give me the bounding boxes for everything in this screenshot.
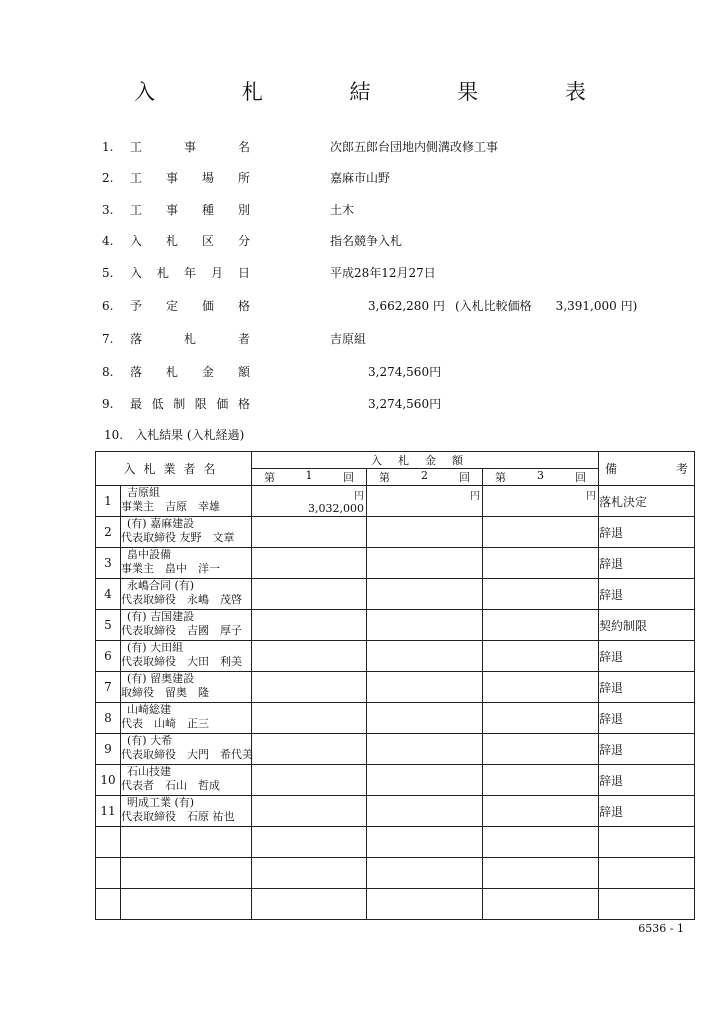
info-item-label [130,394,250,414]
info-label-char: 札 [165,365,178,379]
row-number: 11 [96,796,121,827]
bidder-representative: 取締役 留奥 隆 [121,686,209,699]
bid-amount-round-3 [483,765,599,796]
bid-amount-round-3 [483,548,599,579]
bidder-company: 畠中設備 [127,548,171,561]
bidder-representative: 代表者 石山 哲成 [121,779,220,792]
table-row [96,486,695,517]
info-item-number: 3. [102,203,114,217]
info-item-label [130,168,250,188]
bid-amount-round-2 [367,734,483,765]
item-10-label: 10. 入札結果 (入札経過) [104,428,245,442]
bid-amount-round-1 [252,641,367,672]
table-row [96,796,695,827]
empty-cell [367,858,483,889]
info-label-char: 最 [130,397,143,411]
empty-cell [121,827,252,858]
bidder-representative: 代表取締役 大田 利美 [121,655,242,668]
bidder-company: 山崎総建 [127,703,171,716]
empty-cell [599,889,695,920]
info-label-char: 札 [165,234,178,248]
info-label-char: 落 [130,365,143,379]
table-row [96,734,695,765]
info-label-char: 場 [201,171,214,185]
bid-amount-round-1 [252,703,367,734]
yen-unit: 円 [586,491,597,502]
info-item-label [130,231,250,251]
bid-amount-round-1 [252,765,367,796]
info-label-char: 金 [201,365,214,379]
header-remarks-char: 考 [676,462,689,476]
info-item-number: 5. [102,266,114,280]
table-row [96,579,695,610]
bid-amount-round-3 [483,486,599,517]
info-label-char: 落 [130,332,143,346]
bid-amount-round-2 [367,548,483,579]
info-item-number: 8. [102,365,114,379]
info-label-char: 価 [216,397,229,411]
table-row [96,641,695,672]
remarks-cell: 辞退 [599,517,695,548]
row-number: 1 [96,486,121,517]
bid-amount-round-3 [483,517,599,548]
empty-row [96,858,695,889]
table-row [96,672,695,703]
empty-cell [367,889,483,920]
round-char: 3 [537,469,545,482]
remarks-cell: 辞退 [599,796,695,827]
info-item-label [130,263,250,283]
row-number: 7 [96,672,121,703]
info-label-char: 事 [183,140,196,154]
info-item-label [130,362,250,382]
info-item-value: 指名競争入札 [330,234,403,248]
bidder-representative: 代表取締役 吉國 厚子 [121,624,242,637]
bid-amount-round-2 [367,486,483,517]
round-char: 第 [495,471,507,484]
info-item-value: 3,662,280 円 [368,299,445,313]
bid-amount-round-1 [252,610,367,641]
document-title: 入 札 結 果 表 [134,80,626,104]
info-label-char: 工 [130,171,143,185]
bidder-company: 明成工業 (有) [127,796,195,809]
empty-cell [121,889,252,920]
bidder-company: (有) 大田組 [127,641,184,654]
info-item-number: 7. [102,332,114,346]
row-number: 6 [96,641,121,672]
row-number: 4 [96,579,121,610]
empty-cell [96,858,121,889]
empty-cell [483,827,599,858]
remarks-cell: 辞退 [599,641,695,672]
remarks-cell: 辞退 [599,579,695,610]
info-label-char: 格 [237,299,250,313]
remarks-cell: 辞退 [599,734,695,765]
empty-row [96,889,695,920]
info-item-value: 次郎五郎台団地内側溝改修工事 [330,140,499,154]
bid-amount-round-2 [367,765,483,796]
remarks-cell: 辞退 [599,672,695,703]
bidder-company: 吉原組 [127,486,160,499]
info-label-char: 入 [130,234,143,248]
info-item-label [130,329,250,349]
info-label-char: 価 [201,299,214,313]
info-label-char: 予 [130,299,143,313]
round-char: 1 [305,469,313,482]
empty-cell [483,889,599,920]
remarks-cell: 辞退 [599,548,695,579]
bid-amount-round-2 [367,703,483,734]
info-label-char: 事 [165,203,178,217]
row-number: 9 [96,734,121,765]
bidder-company: (有) 吉国建設 [127,610,195,623]
table-row [96,548,695,579]
empty-row [96,827,695,858]
header-bid-amount: 入札金額 [252,452,599,469]
bidder-cell [121,641,252,672]
info-item-value: 平成28年12月27日 [330,266,436,280]
info-label-char: 種 [201,203,214,217]
table-row [96,765,695,796]
bidder-representative: 事業主 畠中 洋一 [121,562,220,575]
empty-cell [483,858,599,889]
bidder-cell [121,672,252,703]
row-number: 3 [96,548,121,579]
info-label-char: 別 [237,203,250,217]
bidder-representative: 代表取締役 永嶋 茂啓 [121,593,242,606]
bidder-company: (有) 留奥建設 [127,672,195,685]
info-label-char: 低 [151,397,164,411]
bidder-cell [121,734,252,765]
bidder-company: (有) 大希 [127,734,173,747]
info-item-number: 9. [102,397,114,411]
bidder-company: 石山技建 [127,765,171,778]
info-item-value: 3,274,560円 [368,365,442,379]
info-label-char: 所 [237,171,250,185]
bid-amount-round-2 [367,641,483,672]
info-label-char: 格 [237,397,250,411]
empty-cell [599,827,695,858]
bid-amount-round-3 [483,579,599,610]
header-remarks-char: 備 [605,462,618,476]
bidder-company: 永嶋合同 (有) [127,579,195,592]
info-label-char: 額 [237,365,250,379]
bidder-representative: 事業主 吉原 幸雄 [121,500,220,513]
info-label-char: 事 [165,171,178,185]
info-label-char: 区 [201,234,214,248]
info-item-value: 土木 [330,203,355,217]
bid-amount-round-1 [252,517,367,548]
info-item-number: 2. [102,171,114,185]
bid-amount-round-1 [252,796,367,827]
info-item-number: 1. [102,140,114,154]
bidder-cell [121,517,252,548]
info-label-char: 限 [194,397,207,411]
empty-cell [96,827,121,858]
info-label-char: 札 [156,266,169,280]
bidder-representative: 代表 山崎 正三 [121,717,209,730]
bid-amount-round-1 [252,486,367,517]
header-round-2 [367,469,483,486]
row-number: 10 [96,765,121,796]
bidder-company: (有) 嘉麻建設 [127,517,195,530]
page-number: 6536 - 1 [638,922,684,935]
info-label-char: 分 [237,234,250,248]
bid-amount-round-3 [483,703,599,734]
info-item-label [130,200,250,220]
bid-amount-round-2 [367,579,483,610]
header-round-3 [483,469,599,486]
bidder-cell [121,610,252,641]
empty-cell [121,858,252,889]
bid-amount-round-2 [367,610,483,641]
bidder-cell [121,548,252,579]
bidder-cell [121,703,252,734]
round-char: 回 [575,471,587,484]
round-char: 2 [421,469,429,482]
info-label-char: 月 [210,266,223,280]
bidder-cell [121,765,252,796]
info-item-value: 吉原組 [330,332,367,346]
round-char: 第 [379,471,391,484]
info-item-note: (入札比較価格 3,391,000 円) [455,299,638,313]
bid-amount-round-2 [367,517,483,548]
bid-amount-round-1 [252,672,367,703]
bid-amount-round-3 [483,610,599,641]
info-label-char: 名 [237,140,250,154]
bidder-cell [121,579,252,610]
bid-amount-round-3 [483,796,599,827]
empty-cell [252,827,367,858]
info-label-char: 定 [165,299,178,313]
bid-amount-round-1 [252,548,367,579]
bidder-representative: 代表取締役 大門 希代美 [121,748,253,761]
bidder-representative: 代表取締役 石原 祐也 [121,810,235,823]
remarks-cell: 契約制限 [599,610,695,641]
bid-amount-round-3 [483,734,599,765]
bid-amount-round-2 [367,672,483,703]
round-char: 第 [264,471,276,484]
bid-amount-round-3 [483,641,599,672]
remarks-cell: 落札決定 [599,486,695,517]
bidder-cell [121,486,252,517]
bid-results-table [95,451,695,920]
row-number: 5 [96,610,121,641]
empty-cell [367,827,483,858]
info-item-value: 3,274,560円 [368,397,442,411]
header-round-1 [252,469,367,486]
remarks-cell: 辞退 [599,765,695,796]
empty-cell [252,858,367,889]
bidder-cell [121,796,252,827]
info-item-number: 6. [102,299,114,313]
bidder-representative: 代表取締役 友野 文章 [121,531,235,544]
row-number: 2 [96,517,121,548]
header-bidder-name: 入札業者名 [96,452,252,486]
info-label-char: 工 [130,203,143,217]
round-char: 回 [459,471,471,484]
header-remarks [599,452,695,486]
yen-unit: 円 [354,491,365,502]
info-item-label [130,296,250,316]
info-item-value: 嘉麻市山野 [330,171,391,185]
round-char: 回 [343,471,355,484]
remarks-cell: 辞退 [599,703,695,734]
info-label-char: 制 [173,397,186,411]
bid-amount-round-1 [252,579,367,610]
table-row [96,610,695,641]
info-label-char: 工 [130,140,143,154]
row-number: 8 [96,703,121,734]
empty-cell [599,858,695,889]
info-label-char: 日 [237,266,250,280]
table-row [96,703,695,734]
bid-amount-value: 3,032,000 [308,502,365,515]
empty-cell [252,889,367,920]
info-label-char: 入 [130,266,143,280]
info-label-char: 者 [237,332,250,346]
info-label-char: 札 [183,332,196,346]
bid-amount-round-3 [483,672,599,703]
table-row [96,517,695,548]
bid-amount-round-2 [367,796,483,827]
info-label-char: 年 [183,266,196,280]
yen-unit: 円 [470,491,481,502]
info-item-number: 4. [102,234,114,248]
info-item-label [130,137,250,157]
empty-cell [96,889,121,920]
bid-amount-round-1 [252,734,367,765]
